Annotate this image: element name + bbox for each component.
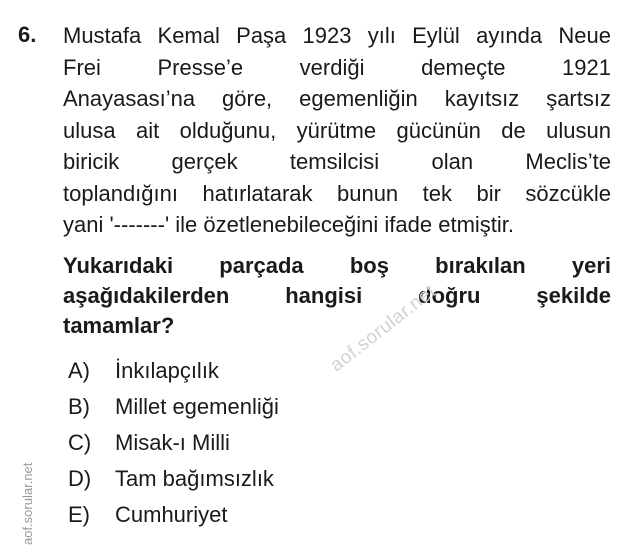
prompt-line: tamamlar?: [63, 313, 175, 338]
option-e[interactable]: [68, 502, 279, 538]
option-letter: C): [68, 430, 92, 455]
passage-line: toplandığını hatırlatarak bunun tek bir sözcükle: [63, 180, 611, 206]
option-a[interactable]: [68, 358, 279, 394]
option-text: Misak-ı Milli: [115, 430, 230, 455]
passage-line: Anayasası’na göre, egemenliğin kayıtsız şartsız: [63, 86, 611, 111]
option-text: Cumhuriyet: [115, 502, 228, 527]
option-letter: E): [68, 502, 90, 527]
option-text: İnkılapçılık: [115, 358, 219, 383]
passage-line: yani '-------' ile özetlenebileceğini ifade etmiştir.: [63, 212, 515, 237]
answer-options: [68, 358, 279, 538]
watermark-side: aof.sorular.net: [20, 462, 35, 545]
question-number: 6.: [18, 22, 37, 47]
watermark-diagonal: aof.sorular.net: [326, 280, 441, 377]
option-text: Millet egemenliği: [115, 394, 279, 419]
option-text: Tam bağımsızlık: [115, 466, 274, 491]
option-letter: A): [68, 358, 90, 383]
passage-line: Mustafa Kemal Paşa 1923 yılı Eylül ayında Neue: [63, 23, 611, 48]
option-d[interactable]: [68, 466, 279, 502]
option-c[interactable]: [68, 430, 279, 466]
passage-line: biricik gerçek temsilcisi olan Meclis’te: [63, 149, 611, 174]
question-passage: [63, 20, 611, 241]
option-b[interactable]: [68, 394, 279, 430]
prompt-line: Yukarıdaki parçada boş bırakılan yeri: [63, 253, 611, 278]
option-letter: B): [68, 394, 90, 419]
prompt-line: aşağıdakilerden hangisi doğru şekilde: [63, 283, 611, 308]
question-prompt: [63, 251, 611, 341]
passage-line: ulusa ait olduğunu, yürütme gücünün de ulusun: [63, 117, 611, 143]
passage-line: Frei Presse’e verdiği demeçte 1921: [63, 54, 611, 80]
option-letter: D): [68, 466, 92, 491]
